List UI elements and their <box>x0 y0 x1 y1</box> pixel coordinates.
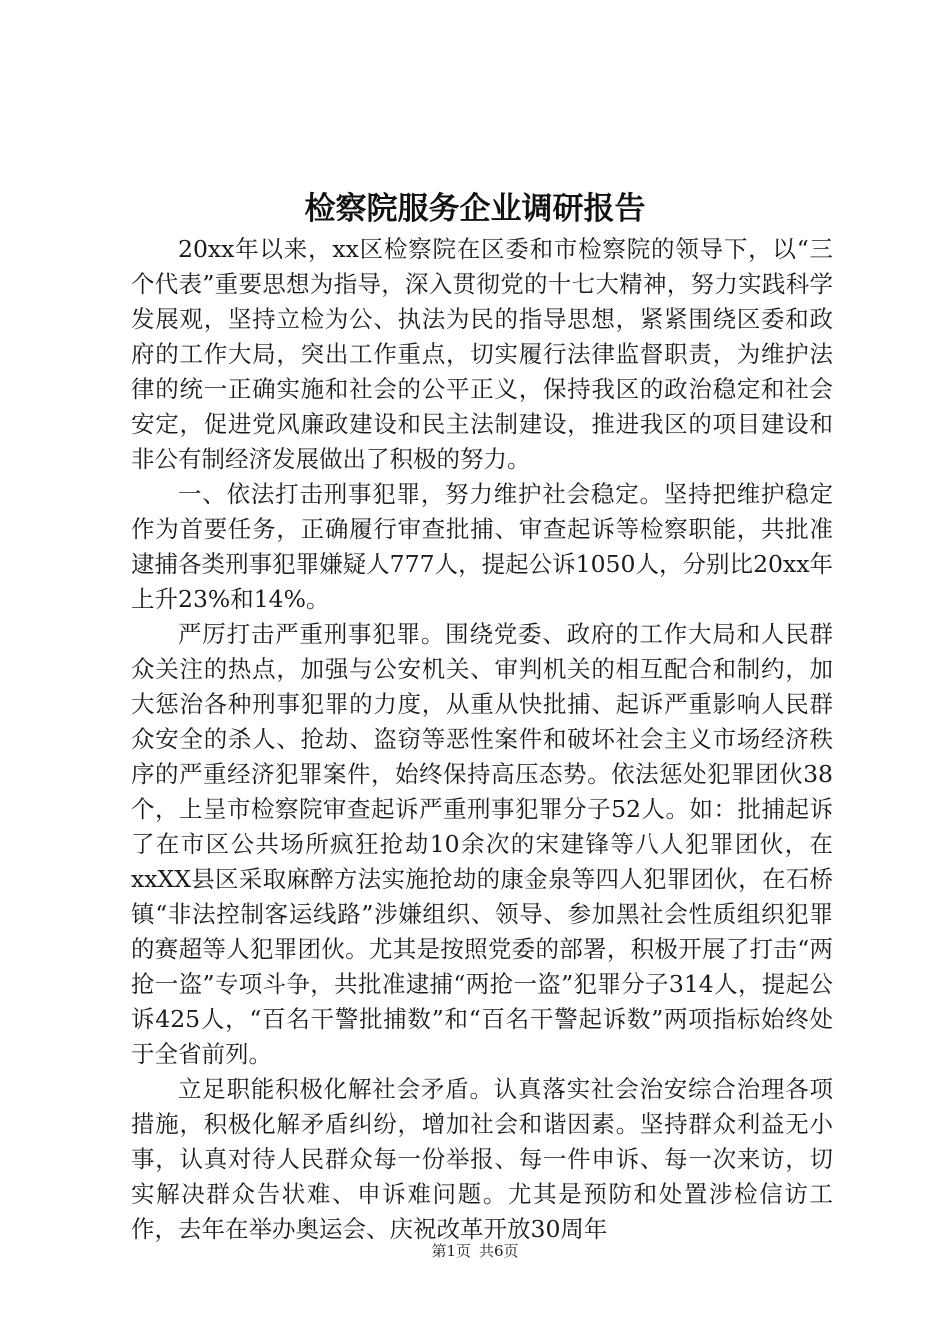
paragraph-intro: 20xx年以来，xx区检察院在区委和市检察院的领导下，以“三个代表”重要思想为指导，深入贯彻党的十七大精神，努力实践科学发展观，坚持立检为公、执法为民的指导思想，紧紧围绕区委和政府的工作大局，突出工作重点，切实履行法律监督职责，为维护法律的统一正确实施和社会的公平正义，保持我区的政治稳定和社会安定，促进党风廉政建设和民主法制建设，推进我区的项目建设和非公有制经济发展做出了积极的努力。 <box>131 235 833 473</box>
paragraph-conflict-resolution: 立足职能积极化解社会矛盾。认真落实社会治安综合治理各项措施，积极化解矛盾纠纷，增加社会和谐因素。坚持群众利益无小事，认真对待人民群众每一份举报、每一件申诉、每一次来访，切实解决群众告状难、申诉难问题。尤其是预防和处置涉检信访工作，去年在举办奥运会、庆祝改革开放30周年 <box>131 1075 833 1243</box>
paragraph-section-one: 一、依法打击刑事犯罪，努力维护社会稳定。坚持把维护稳定作为首要任务，正确履行审查批捕、审查起诉等检察职能，共批准逮捕各类刑事犯罪嫌疑人777人，提起公诉1050人，分别比20xx年上升23%和14%。 <box>131 480 833 613</box>
page-total: 共6页 <box>479 1242 519 1260</box>
document-body <box>131 232 833 1247</box>
page-number: 第1页 <box>431 1242 471 1260</box>
paragraph-crime-crackdown: 严厉打击严重刑事犯罪。围绕党委、政府的工作大局和人民群众关注的热点，加强与公安机关、审判机关的相互配合和制约，加大惩治各种刑事犯罪的力度，从重从快批捕、起诉严重影响人民群众安全的杀人、抢劫、盗窃等恶性案件和破坏社会主义市场经济秩序的严重经济犯罪案件，始终保持高压态势。依法惩处犯罪团伙38个，上呈市检察院审查起诉严重刑事犯罪分子52人。如：批捕起诉了在市区公共场所疯狂抢劫10余次的宋建锋等八人犯罪团伙，在xxXX县区采取麻醉方法实施抢劫的康金泉等四人犯罪团伙，在石桥镇“非法控制客运线路”涉嫌组织、领导、参加黑社会性质组织犯罪的赛超等人犯罪团伙。尤其是按照党委的部署，积极开展了打击“两抢一盗”专项斗争，共批准逮捕“两抢一盗”犯罪分子314人，提起公诉425人，“百名干警批捕数”和“百名干警起诉数”两项指标始终处于全省前列。 <box>131 620 833 1068</box>
page-footer <box>0 1240 950 1262</box>
document-title: 检察院服务企业调研报告 <box>304 191 646 227</box>
